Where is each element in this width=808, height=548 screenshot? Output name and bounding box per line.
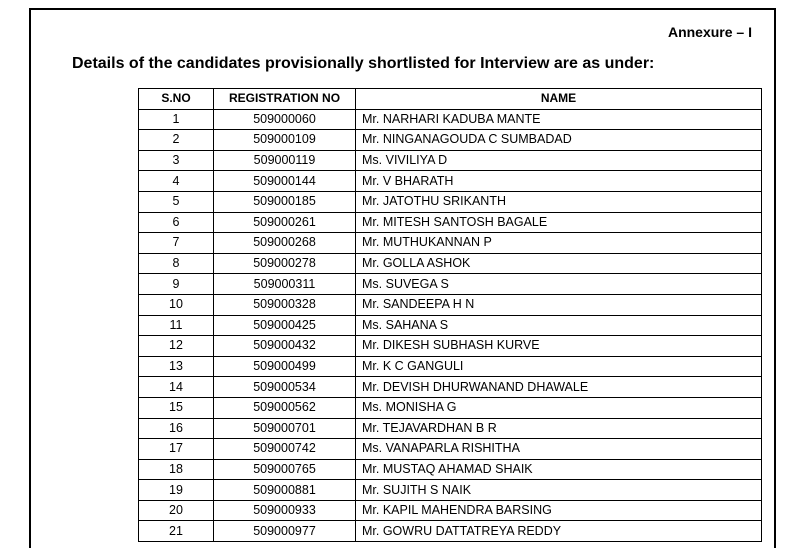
cell-name: Mr. V BHARATH [356, 171, 762, 192]
cell-sno: 14 [139, 377, 214, 398]
cell-registration-no: 509000311 [214, 274, 356, 295]
table-row [139, 233, 762, 254]
cell-registration-no: 509000742 [214, 439, 356, 460]
cell-sno: 18 [139, 459, 214, 480]
cell-sno: 19 [139, 480, 214, 501]
cell-sno: 8 [139, 253, 214, 274]
cell-name: Mr. K C GANGULI [356, 356, 762, 377]
cell-sno: 16 [139, 418, 214, 439]
cell-registration-no: 509000185 [214, 191, 356, 212]
table-row [139, 191, 762, 212]
cell-registration-no: 509000977 [214, 521, 356, 542]
cell-registration-no: 509000119 [214, 150, 356, 171]
cell-registration-no: 509000425 [214, 315, 356, 336]
cell-name: Ms. SUVEGA S [356, 274, 762, 295]
column-header-registration-no: REGISTRATION NO [214, 89, 356, 110]
table-row [139, 521, 762, 542]
cell-registration-no: 509000562 [214, 397, 356, 418]
cell-registration-no: 509000765 [214, 459, 356, 480]
table-row [139, 274, 762, 295]
table-row [139, 130, 762, 151]
table-body [139, 109, 762, 541]
cell-name: Mr. GOLLA ASHOK [356, 253, 762, 274]
cell-registration-no: 509000109 [214, 130, 356, 151]
table-row [139, 377, 762, 398]
table-header-row [139, 89, 762, 110]
cell-registration-no: 509000328 [214, 294, 356, 315]
cell-name: Ms. MONISHA G [356, 397, 762, 418]
column-header-name: NAME [356, 89, 762, 110]
table-row [139, 212, 762, 233]
table-row [139, 294, 762, 315]
table-row [139, 171, 762, 192]
cell-sno: 12 [139, 336, 214, 357]
cell-registration-no: 509000933 [214, 500, 356, 521]
cell-registration-no: 509000499 [214, 356, 356, 377]
document-heading: Details of the candidates provisionally shortlisted for Interview are as under: [72, 55, 655, 72]
cell-registration-no: 509000261 [214, 212, 356, 233]
cell-registration-no: 509000278 [214, 253, 356, 274]
cell-registration-no: 509000060 [214, 109, 356, 130]
cell-sno: 21 [139, 521, 214, 542]
cell-name: Mr. NINGANAGOUDA C SUMBADAD [356, 130, 762, 151]
cell-sno: 1 [139, 109, 214, 130]
annexure-label: Annexure – I [667, 24, 752, 40]
cell-name: Ms. SAHANA S [356, 315, 762, 336]
table-row [139, 356, 762, 377]
cell-registration-no: 509000268 [214, 233, 356, 254]
cell-sno: 15 [139, 397, 214, 418]
cell-name: Ms. VIVILIYA D [356, 150, 762, 171]
cell-registration-no: 509000534 [214, 377, 356, 398]
cell-sno: 13 [139, 356, 214, 377]
cell-sno: 9 [139, 274, 214, 295]
candidates-table [138, 88, 762, 542]
table-row [139, 397, 762, 418]
cell-name: Mr. MUTHUKANNAN P [356, 233, 762, 254]
cell-sno: 11 [139, 315, 214, 336]
cell-registration-no: 509000881 [214, 480, 356, 501]
cell-name: Mr. GOWRU DATTATREYA REDDY [356, 521, 762, 542]
cell-sno: 17 [139, 439, 214, 460]
table-row [139, 315, 762, 336]
cell-sno: 7 [139, 233, 214, 254]
table-row [139, 500, 762, 521]
table-row [139, 439, 762, 460]
cell-name: Mr. NARHARI KADUBA MANTE [356, 109, 762, 130]
cell-name: Mr. MITESH SANTOSH BAGALE [356, 212, 762, 233]
cell-sno: 6 [139, 212, 214, 233]
table-row [139, 480, 762, 501]
table-row [139, 418, 762, 439]
cell-registration-no: 509000432 [214, 336, 356, 357]
cell-name: Mr. MUSTAQ AHAMAD SHAIK [356, 459, 762, 480]
cell-sno: 3 [139, 150, 214, 171]
cell-name: Mr. DIKESH SUBHASH KURVE [356, 336, 762, 357]
table-row [139, 150, 762, 171]
table-row [139, 109, 762, 130]
cell-name: Mr. SANDEEPA H N [356, 294, 762, 315]
table-row [139, 336, 762, 357]
cell-name: Ms. VANAPARLA RISHITHA [356, 439, 762, 460]
cell-registration-no: 509000701 [214, 418, 356, 439]
cell-sno: 10 [139, 294, 214, 315]
cell-sno: 5 [139, 191, 214, 212]
cell-name: Mr. TEJAVARDHAN B R [356, 418, 762, 439]
cell-name: Mr. SUJITH S NAIK [356, 480, 762, 501]
table-row [139, 253, 762, 274]
cell-name: Mr. JATOTHU SRIKANTH [356, 191, 762, 212]
cell-registration-no: 509000144 [214, 171, 356, 192]
cell-name: Mr. DEVISH DHURWANAND DHAWALE [356, 377, 762, 398]
cell-sno: 20 [139, 500, 214, 521]
table-row [139, 459, 762, 480]
cell-sno: 2 [139, 130, 214, 151]
cell-sno: 4 [139, 171, 214, 192]
cell-name: Mr. KAPIL MAHENDRA BARSING [356, 500, 762, 521]
column-header-sno: S.NO [139, 89, 214, 110]
